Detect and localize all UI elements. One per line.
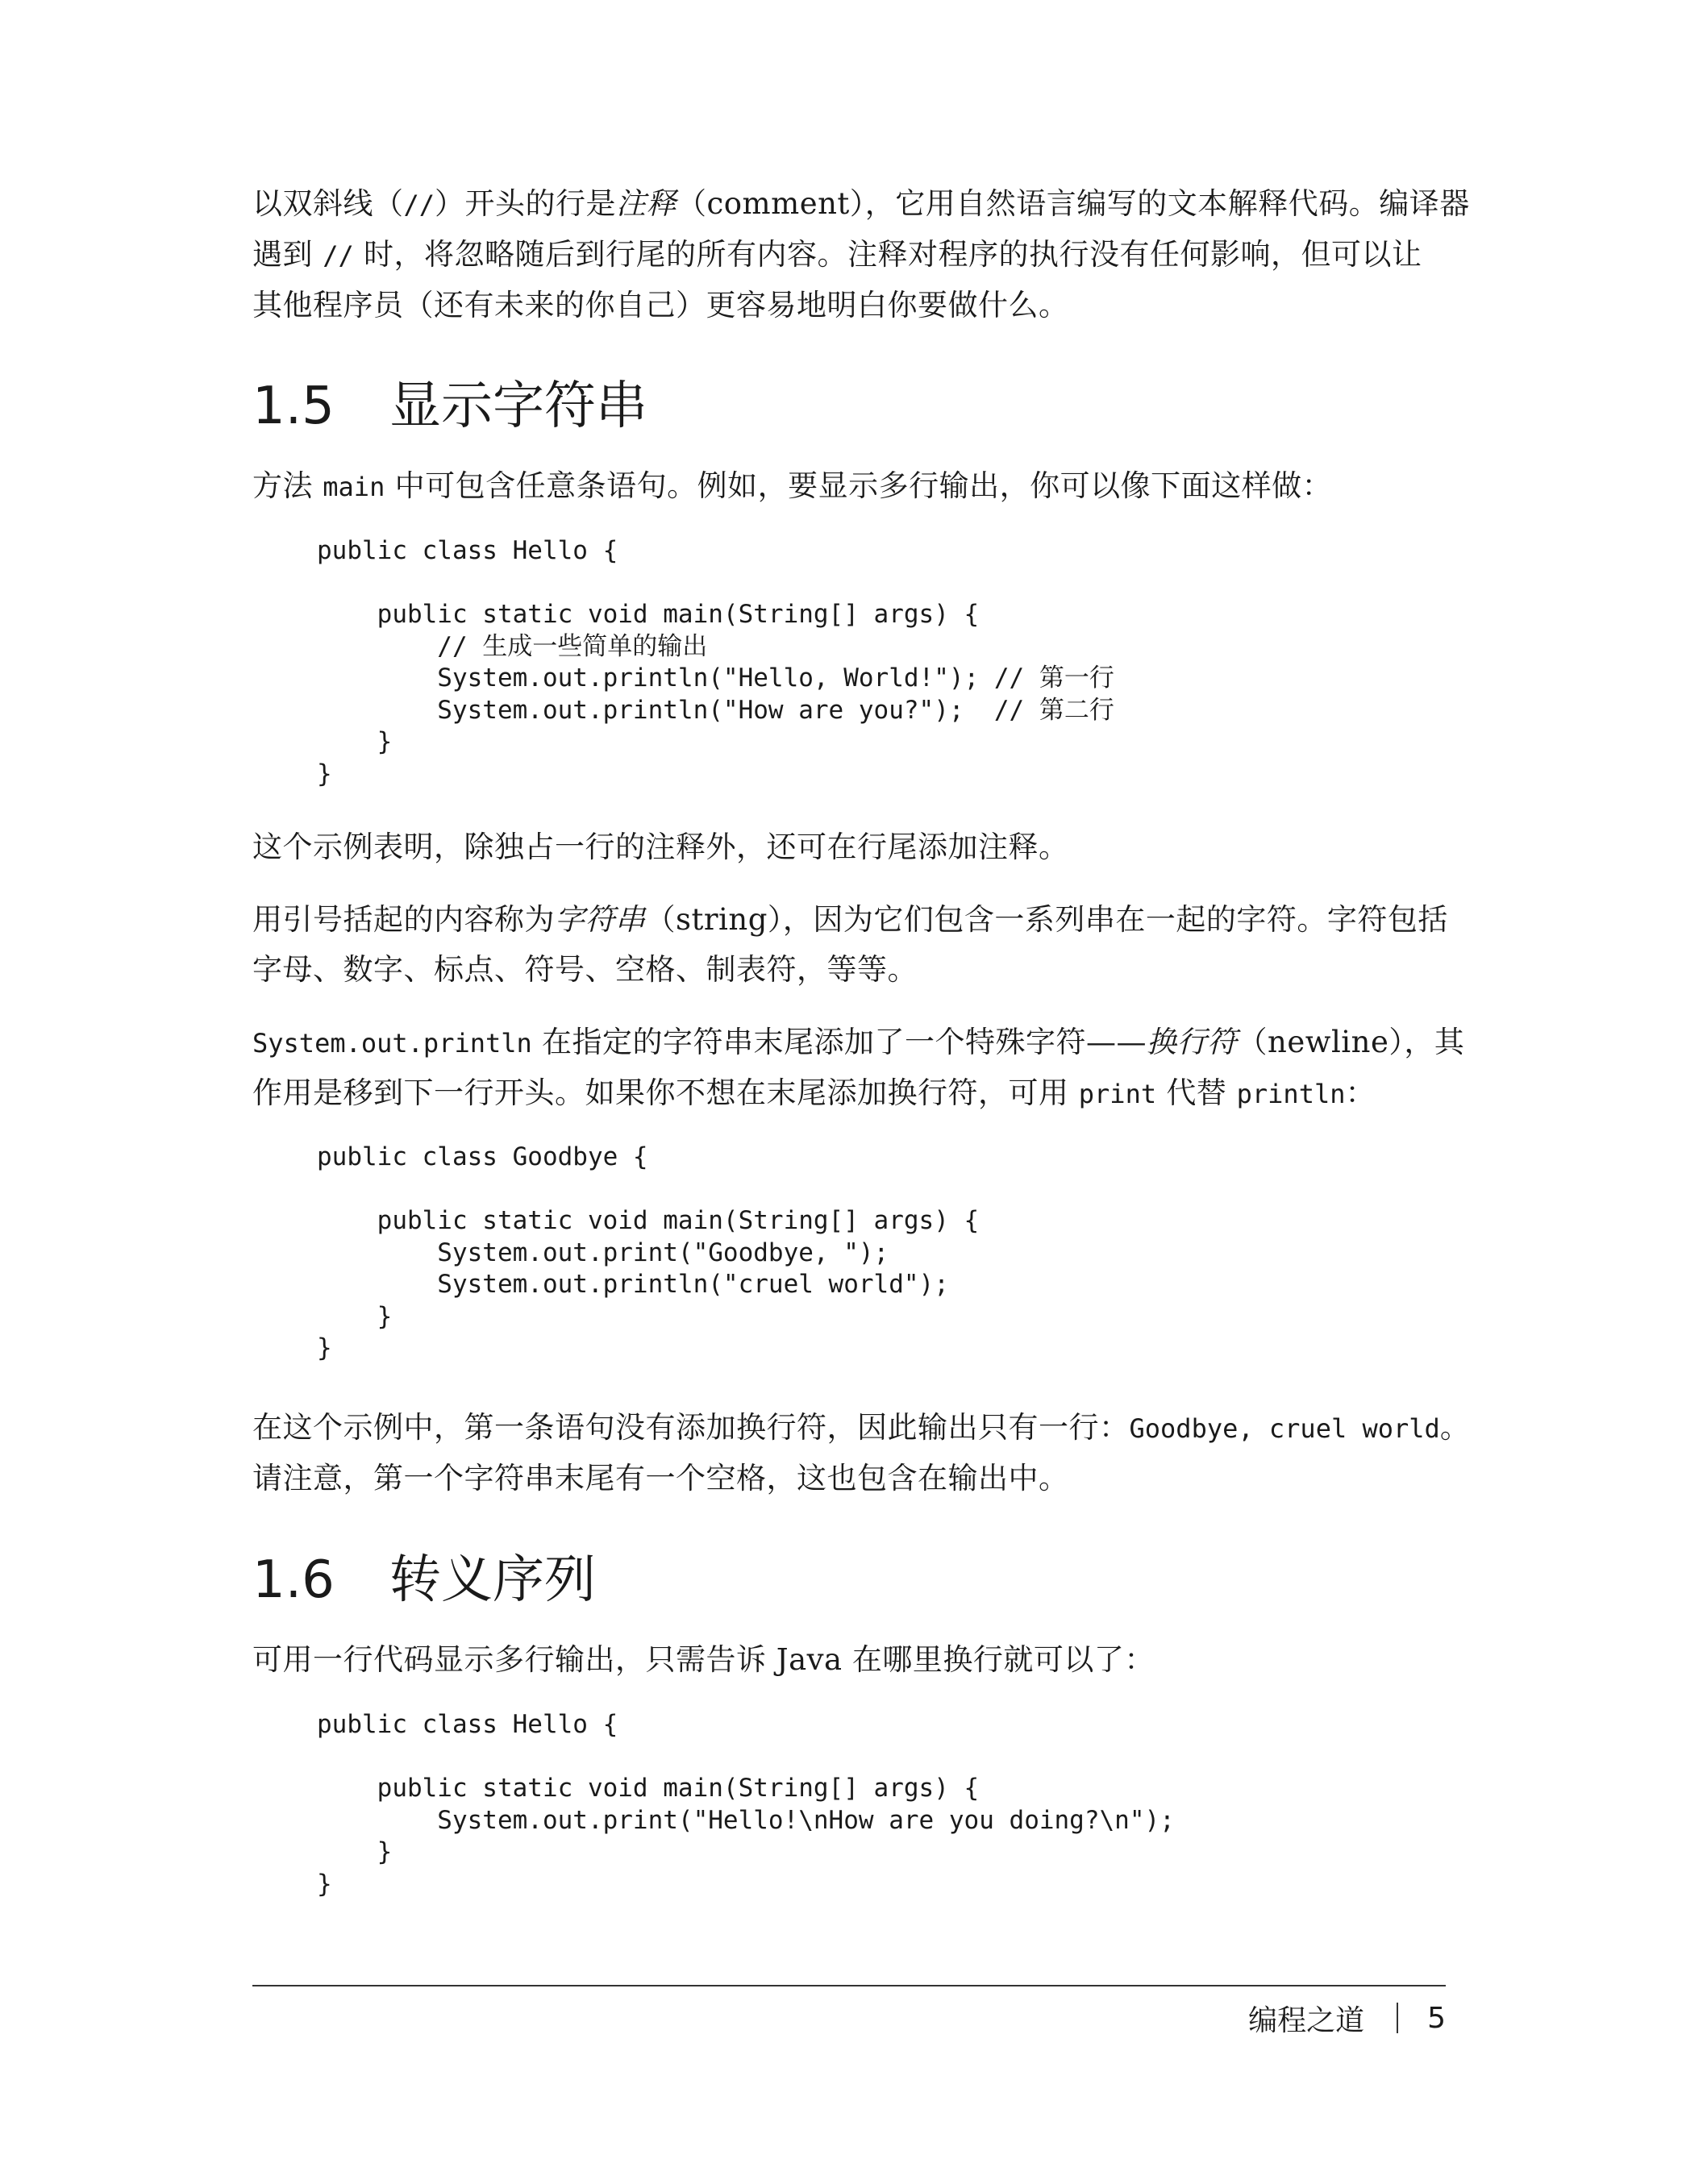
- paragraph-output-explanation: [252, 1403, 1471, 1504]
- inline-code: //: [403, 189, 435, 220]
- paragraph-newline: [252, 1017, 1465, 1119]
- footer-rule: [252, 1985, 1446, 1986]
- text-run: （newline），其: [1237, 1025, 1465, 1059]
- code-line: }: [317, 1837, 393, 1866]
- paragraph-line: 可用一行代码显示多行输出，只需告诉 Java 在哪里换行就可以了：: [252, 1642, 1155, 1677]
- paragraph-line: [252, 461, 1446, 512]
- text-run: 以双斜线（: [252, 186, 404, 221]
- text-run: ：: [1345, 1075, 1376, 1110]
- paragraph-line: [252, 179, 1470, 230]
- code-line: System.out.println("How are you?"); // 第二行: [317, 695, 1114, 725]
- code-line: }: [317, 1869, 332, 1899]
- paragraph-main-method: [252, 461, 1446, 512]
- page-number: 5: [1427, 2001, 1446, 2035]
- code-line: [317, 1741, 1175, 1774]
- emphasis-term: 注释: [616, 186, 677, 221]
- paragraph-line: [252, 1017, 1465, 1068]
- footer-separator: [1397, 2003, 1398, 2033]
- section-title: 转义序列: [389, 1550, 596, 1610]
- emphasis-term: 字符串: [555, 902, 646, 937]
- inline-code: println: [1236, 1079, 1346, 1109]
- paragraph-end-of-line-comments: [252, 822, 1446, 872]
- paragraph-line: [252, 895, 1446, 945]
- code-line: public static void main(String[] args) {: [317, 1206, 980, 1235]
- text-run: 代替: [1156, 1075, 1237, 1110]
- inline-code: main: [323, 472, 385, 502]
- code-line: [317, 568, 1114, 600]
- code-line: [317, 1174, 979, 1206]
- code-block-escape: [317, 1709, 1175, 1900]
- text-run: 用引号括起的内容称为: [252, 902, 555, 937]
- paragraph-line: [252, 1068, 1446, 1119]
- paragraph-comments: [252, 179, 1470, 331]
- code-block-hello: [317, 535, 1114, 790]
- text-run: （string），因为它们包含一系列串在一起的字符。字符包括: [645, 902, 1448, 937]
- paragraph-line: [252, 230, 1446, 281]
- paragraph-line: [252, 1403, 1471, 1454]
- code-line: public static void main(String[] args) {: [317, 1774, 980, 1803]
- code-line: // 生成一些简单的输出: [317, 631, 708, 661]
- text-run: 作用是移到下一行开头。如果你不想在末尾添加换行符，可用: [252, 1075, 1079, 1110]
- code-block-goodbye: [317, 1142, 979, 1365]
- text-run: 方法: [252, 468, 323, 503]
- code-line: public static void main(String[] args) {: [317, 600, 980, 629]
- code-line: System.out.print("Goodbye, ");: [317, 1238, 889, 1267]
- code-line: }: [317, 759, 332, 788]
- text-run: （comment），它用自然语言编写的文本解释代码。编译器: [677, 186, 1470, 221]
- text-run: 中可包含任意条语句。例如，要显示多行输出，你可以像下面这样做：: [385, 468, 1333, 503]
- paragraph-escape-intro: [252, 1635, 1446, 1685]
- emphasis-term: 换行符: [1147, 1025, 1238, 1059]
- code-line: public class Hello {: [317, 536, 618, 565]
- code-line: }: [317, 727, 393, 756]
- paragraph-line: 请注意，第一个字符串末尾有一个空格，这也包含在输出中。: [252, 1461, 1069, 1496]
- paragraph-line: 其他程序员（还有未来的你自己）更容易地明白你要做什么。: [252, 288, 1069, 322]
- text-run: ）开头的行是: [435, 186, 617, 221]
- text-run: 。: [1439, 1410, 1471, 1445]
- paragraph-strings: [252, 895, 1446, 995]
- code-line: System.out.println("Hello, World!"); // 第一行: [317, 664, 1114, 693]
- code-line: public class Hello {: [317, 1710, 618, 1739]
- text-run: 时，将忽略随后到行尾的所有内容。注释对程序的执行没有任何影响，但可以让: [353, 237, 1422, 272]
- inline-code: Goodbye, cruel world: [1129, 1413, 1440, 1444]
- section-heading-1-6: [252, 1548, 596, 1612]
- code-line: System.out.print("Hello!\nHow are you doing?\n");: [317, 1805, 1175, 1835]
- text-run: 在这个示例中，第一条语句没有添加换行符，因此输出只有一行：: [252, 1410, 1130, 1445]
- inline-code: System.out.println: [252, 1028, 532, 1059]
- text-run: 在指定的字符串末尾添加了一个特殊字符——: [531, 1025, 1147, 1059]
- book-page: [252, 0, 1471, 2184]
- section-heading-1-5: [252, 374, 647, 439]
- paragraph-line: 这个示例表明，除独占一行的注释外，还可在行尾添加注释。: [252, 830, 1069, 864]
- code-line: System.out.println("cruel world");: [317, 1270, 949, 1299]
- text-run: 遇到: [252, 237, 323, 272]
- page-footer: [1248, 1998, 1446, 2038]
- paragraph-line: 字母、数字、标点、符号、空格、制表符，等等。: [252, 952, 918, 987]
- inline-code: print: [1078, 1079, 1157, 1109]
- code-line: public class Goodbye {: [317, 1142, 648, 1171]
- inline-code: //: [323, 240, 354, 271]
- book-title: 编程之道: [1248, 2003, 1365, 2037]
- code-line: }: [317, 1333, 332, 1362]
- code-line: }: [317, 1301, 393, 1331]
- section-number: 1.6: [252, 1550, 335, 1610]
- section-number: 1.5: [252, 376, 335, 436]
- section-title: 显示字符串: [389, 376, 647, 436]
